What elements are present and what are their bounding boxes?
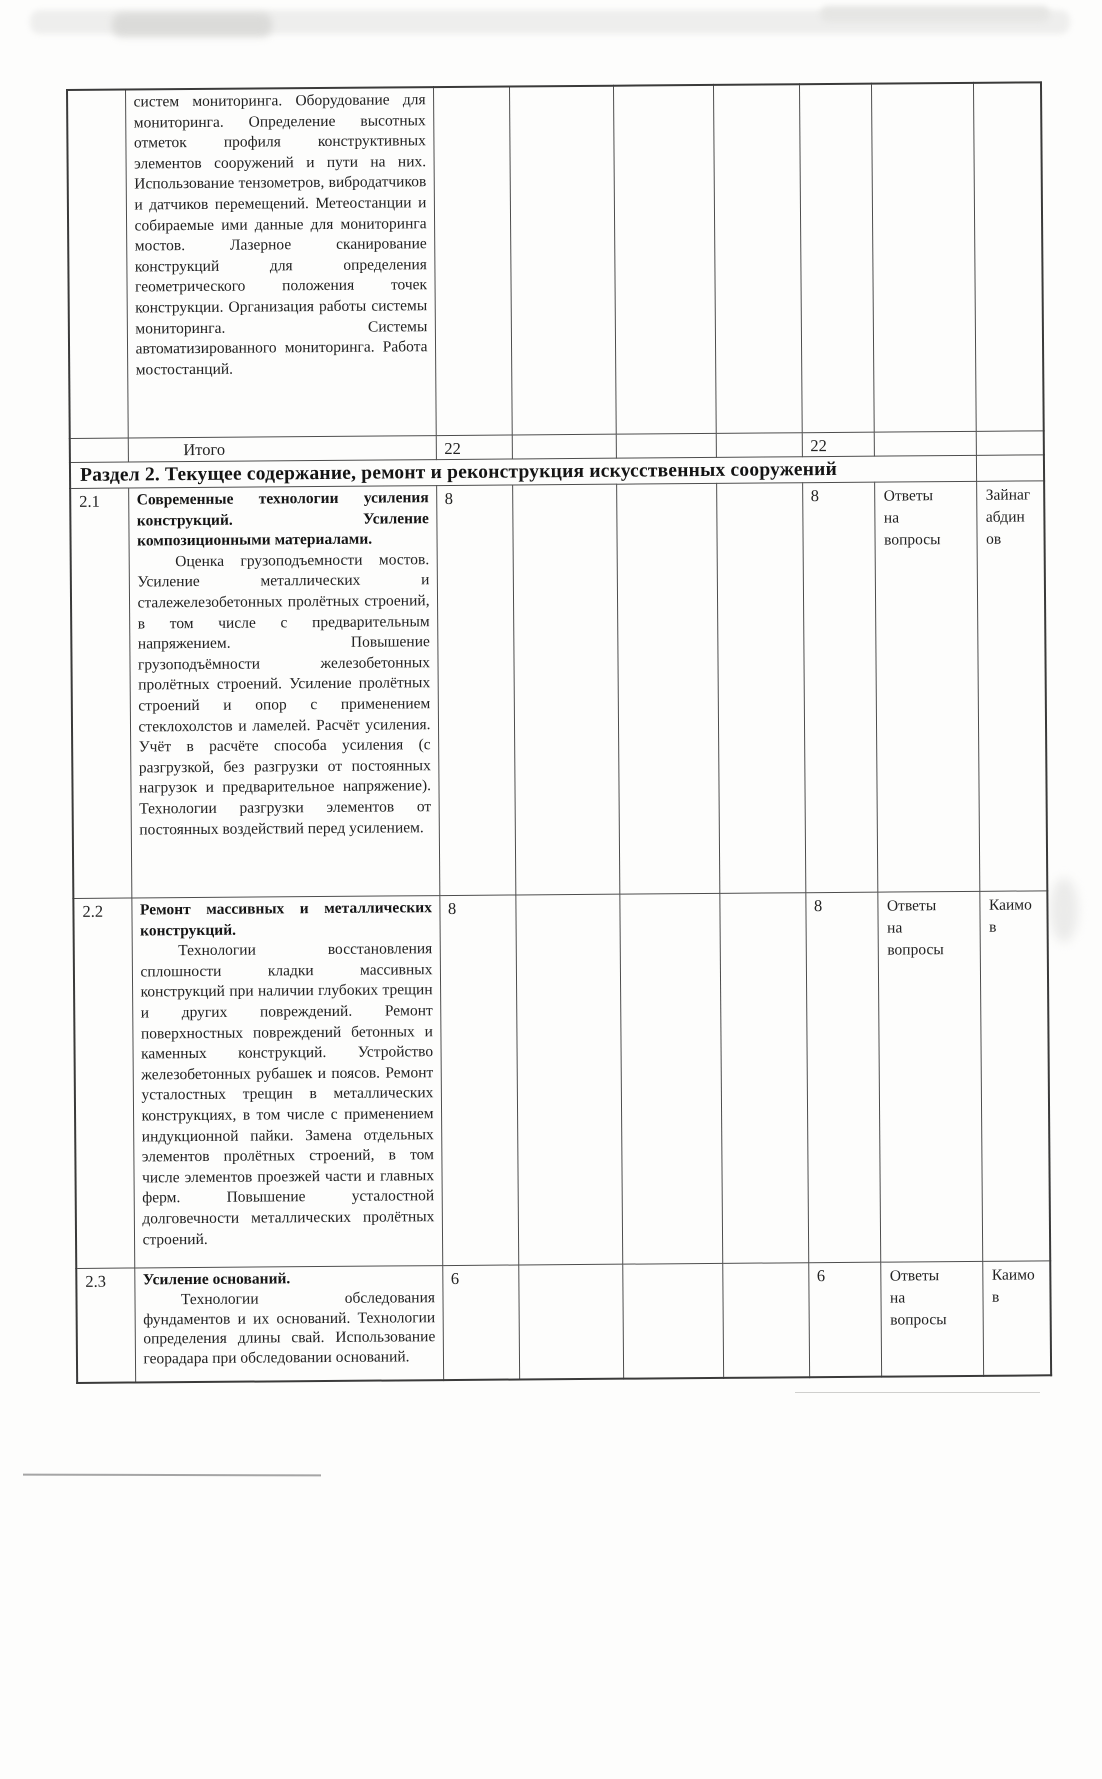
empty-cell <box>518 1264 623 1379</box>
hours2-value: 8 <box>810 486 820 506</box>
total-teacher-cell <box>976 431 1044 456</box>
continuation-text: систем мониторинга. Оборудование для мониторинга. Определение высотных отметок профиля конструктивных элементов сооружений и пути на них. Использование тензометров, вибродатчиков и датчиков перемещений. Метеостанции и собираемые ими данные для мониторинга мостов. Лазерное сканирование конструкций для определения геометрического положения точек конструкции. Организация работы системы мониторинга. Системы автоматизированного мониторинга. Работа мостостанций. <box>133 91 428 379</box>
scan-artifact-top-smudge <box>112 13 272 37</box>
continuation-empty-cell <box>713 84 802 433</box>
hours1-cell <box>436 485 515 896</box>
continuation-num-cell <box>67 90 128 439</box>
topic-content-cell <box>131 896 442 1268</box>
control-form: Ответы на вопросы <box>886 897 944 959</box>
hours1-cell <box>442 1265 519 1380</box>
scan-artifact-right-blob <box>1050 878 1078 942</box>
total-hours2-value: 22 <box>810 436 827 456</box>
section-title: Раздел 2. Текущее содержание, ремонт и реконструкция искусственных сооружений <box>79 458 838 486</box>
total-label: Итого <box>183 439 226 460</box>
row-number: 2.2 <box>82 901 104 921</box>
hours1-cell <box>439 895 518 1266</box>
hours2-value: 8 <box>813 896 823 916</box>
topic-body: Технологии восстановления сплошности кладки массивных конструкций при наличии глубоких трещин и других повреждений. Ремонт поверхностных повреждений бетонных и каменных конструкций. Устройство железобетонных рубашек и поясов. Ремонт усталостных трещин в металлических конструкциях, в том числе с применением индукционной пайки. Замена отдельных элементов пролётных строений, в том числе элементов проезжей части и главных ферм. Повышение усталостной долговечности металлических пролётных строений. <box>140 940 435 1248</box>
control-form: Ответы на вопросы <box>889 1267 947 1329</box>
topic-body: Оценка грузоподъемности мостов. Усиление металлических и сталежелезобетонных пролётных строений, в том числе с предварительным напряжением. Повышение грузоподъёмности железобетонных пролётных строений. Усиление пролётных строений и опор с применением стеклохолстов и ламелей. Расчёт усиления. Учёт в расчёте способа усиления (с разгрузкой, без разгрузки от постоянных нагрузок и предварительное напряжение). Технологии разгрузки элементов от постоянных воздействий перед усилением. <box>137 550 432 838</box>
continuation-control-cell <box>871 83 976 432</box>
total-hours2-cell <box>802 432 874 457</box>
control-form-cell <box>880 1261 983 1376</box>
empty-cell <box>515 894 622 1265</box>
continuation-hours2-cell <box>799 84 874 433</box>
continuation-teacher-cell <box>973 82 1044 431</box>
continuation-empty-cell <box>613 85 716 434</box>
empty-cell <box>719 893 808 1264</box>
empty-cell <box>716 483 805 894</box>
total-control-cell <box>874 431 976 456</box>
teacher-name: Зайнаг абдин ов <box>985 486 1031 548</box>
scan-artifact-top-right <box>820 6 1050 22</box>
hours1-value: 6 <box>450 1268 460 1289</box>
hours2-cell <box>802 482 877 893</box>
continuation-hours1-cell <box>433 87 512 436</box>
hours2-value: 6 <box>816 1266 826 1286</box>
topic-body: Технологии обследования фундаментов и их оснований. Технологии определения длины свай. Использование георадара при обследовании оснований. <box>143 1288 436 1368</box>
empty-cell <box>722 1263 809 1378</box>
teacher-cell <box>976 481 1047 892</box>
total-label-cell <box>128 436 436 462</box>
row-number-cell <box>70 488 131 898</box>
table-row-2-2 <box>73 891 1050 1269</box>
table-row-2-3 <box>76 1261 1051 1383</box>
control-form-cell <box>874 481 979 892</box>
topic-title: Современные технологии усиления конструкций. Усиление композиционными материалами. <box>136 489 429 550</box>
teacher-name: Каимо в <box>991 1266 1035 1306</box>
hours1-value: 8 <box>444 488 454 509</box>
continuation-content-cell <box>125 87 436 438</box>
topic-content-cell <box>128 486 439 898</box>
curriculum-table <box>66 81 1052 1384</box>
control-form-cell <box>877 891 982 1262</box>
scan-artifact-top-band <box>30 10 1070 34</box>
row-number-cell <box>76 1268 135 1383</box>
table-row-2-1 <box>70 481 1047 899</box>
total-empty-cell <box>512 434 616 459</box>
hours2-cell <box>808 1262 881 1377</box>
footer-rule-line <box>23 1474 321 1477</box>
topic-title: Усиление оснований. <box>142 1270 291 1289</box>
continuation-empty-cell <box>509 86 616 435</box>
empty-cell <box>619 893 722 1264</box>
empty-cell <box>512 484 619 895</box>
row-number-cell <box>73 898 134 1268</box>
row-number: 2.3 <box>85 1271 107 1291</box>
hours1-value: 8 <box>447 898 457 919</box>
empty-cell <box>622 1263 723 1378</box>
hours2-cell <box>805 892 880 1263</box>
teacher-cell <box>979 891 1050 1262</box>
topic-content-cell <box>134 1266 443 1383</box>
teacher-cell <box>982 1261 1051 1376</box>
topic-title: Ремонт массивных и металлических конструкций. <box>139 899 433 940</box>
total-hours1-value: 22 <box>444 438 461 459</box>
teacher-name: Каимо в <box>988 896 1032 936</box>
total-empty-cell <box>616 433 716 458</box>
section-empty-cell <box>976 455 1044 482</box>
table-row-continuation <box>67 82 1044 438</box>
control-form: Ответы на вопросы <box>883 487 941 549</box>
total-empty-cell <box>716 433 802 458</box>
total-num-cell <box>70 438 128 462</box>
scan-artifact-bottom-line <box>795 1392 1040 1393</box>
empty-cell <box>616 483 719 894</box>
row-number: 2.1 <box>79 491 100 511</box>
total-hours1-cell <box>436 435 512 460</box>
